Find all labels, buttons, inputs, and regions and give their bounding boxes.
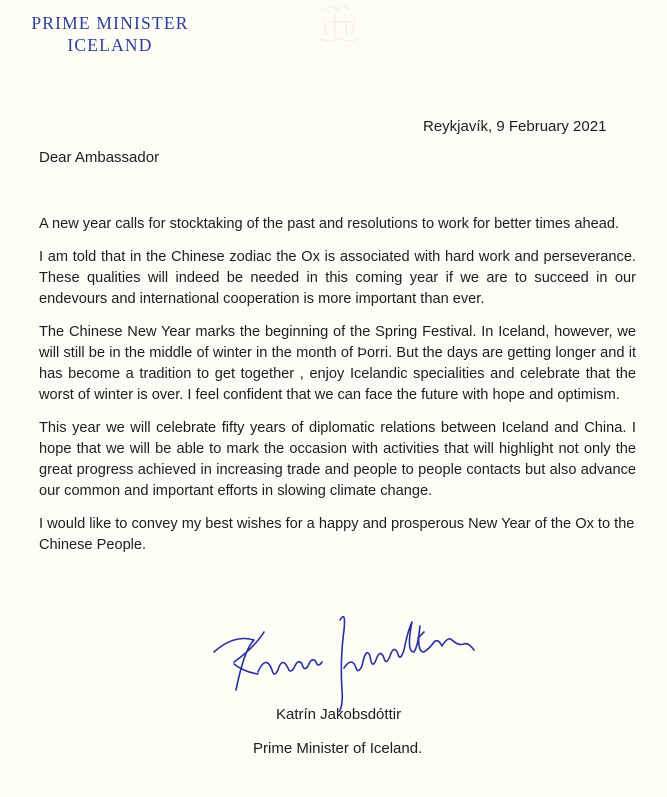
letterhead-line-2: ICELAND [67,35,153,55]
paragraph: I am told that in the Chinese zodiac the Ox is associated with hard work and perseverance. These qualities will indeed be needed in this coming year if we are to succeed in our endevours and international cooperation is more important than ever. [39,249,636,307]
paragraph: A new year calls for stocktaking of the past and resolutions to work for better times ahead. [39,216,619,232]
coat-of-arms-watermark-icon [305,0,375,48]
letterhead-line-1: PRIME MINISTER [31,13,189,33]
paragraph: The Chinese New Year marks the beginning of the Spring Festival. In Iceland, however, we will still be in the middle of winter in the month of Þorri. But the days are getting longer and it has become a tradition to get together , enjoy Icelandic specialities and celebrate that the worst of winter is over. I feel confident that we can face the future with hope and optimism. [39,324,636,403]
signer-title: Prime Minister of Iceland. [253,740,423,757]
letterhead [20,12,200,56]
handwritten-signature-icon [200,612,560,712]
paragraph: This year we will celebrate fifty years of diplomatic relations between Iceland and China. I hope that we will be able to mark the occasion with activities that will highlight not only the great progress achieved in increasing trade and people to people contacts but also advance our common and important efforts in slowing climate change. [39,420,636,499]
signer-name: Katrín Jakobsdóttir [276,706,402,723]
salutation: Dear Ambassador [39,149,160,166]
dateline: Reykjavík, 9 February 2021 [423,118,607,135]
paragraph: I would like to convey my best wishes for a happy and prosperous New Year of the Ox to the Chinese People. [39,516,635,553]
letter-body [39,214,636,568]
